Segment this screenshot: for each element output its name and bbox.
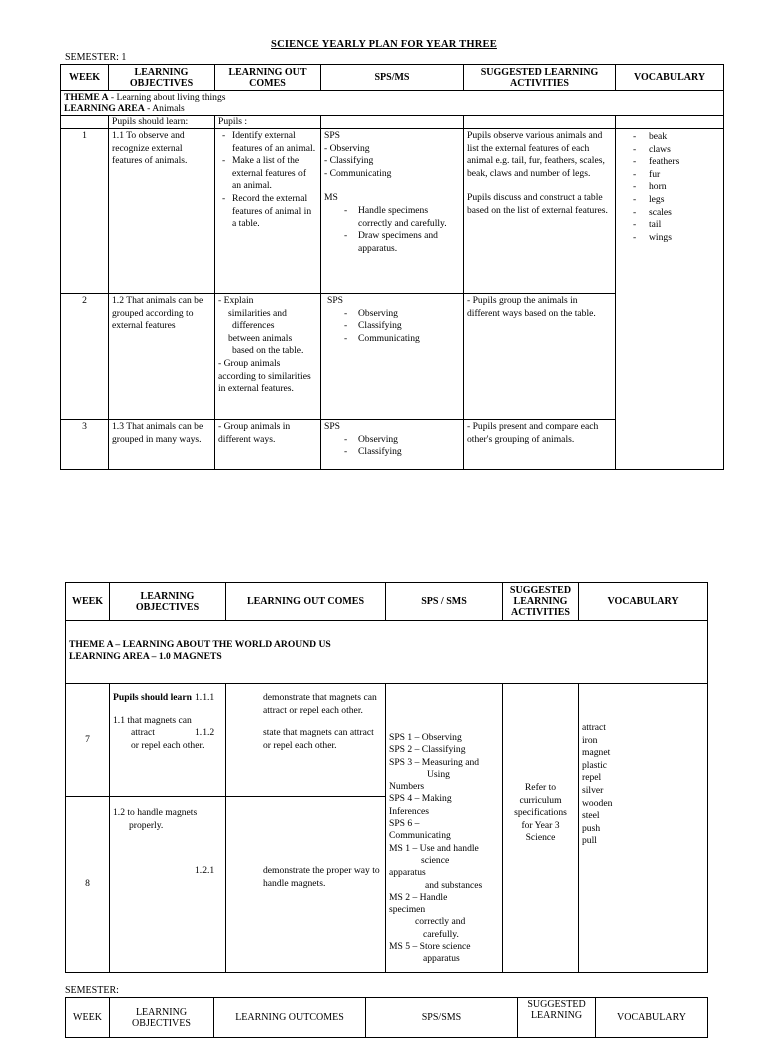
outcome-item: - Explain <box>218 295 254 306</box>
vocab-item: - wings <box>629 232 720 245</box>
sps-item: - Observing <box>324 142 370 154</box>
vocab-item: - feathers <box>629 156 720 169</box>
ms-label: MS <box>324 192 338 204</box>
vocab-item: pull <box>582 835 597 847</box>
sps-label: SPS <box>327 295 344 306</box>
header-outcomes: LEARNING OUT COMES <box>226 583 386 621</box>
ms-item: correctly and <box>415 916 466 928</box>
plan-table-2 <box>65 582 708 973</box>
week-number: 2 <box>61 294 109 420</box>
header-week: WEEK <box>66 583 110 621</box>
learning-outcomes <box>195 797 386 973</box>
header-vocabulary: VOCABULARY <box>596 998 708 1038</box>
activities-cell <box>464 420 616 470</box>
sps-item: - Observing <box>338 434 460 447</box>
learning-outcomes <box>215 420 321 470</box>
pupils-should-learn: Pupils should learn <box>113 692 192 703</box>
ms-item: MS 2 – Handle <box>389 891 448 903</box>
vocab-item: - tail <box>629 219 720 232</box>
header-outcomes: LEARNING OUTCOMES <box>214 998 366 1038</box>
sps-ms-cell <box>321 129 464 294</box>
header-sps-sms: SPS/SMS <box>366 998 518 1038</box>
learning-outcomes <box>195 684 386 797</box>
sps-item: Communicating <box>389 830 451 842</box>
activity-item: Pupils observe various animals and list the external features of each animal e.g. tail, fur, feathers, scales, beak, claws and number of legs. <box>467 130 605 179</box>
vocab-item: wooden <box>582 797 613 809</box>
blank-cell <box>61 116 109 129</box>
ms-item: science <box>421 854 450 866</box>
week-number: 7 <box>66 684 110 797</box>
sps-sms-cell <box>386 684 503 973</box>
vocab-item: iron <box>582 734 598 746</box>
learning-area-title: LEARNING AREA – 1.0 MAGNETS <box>69 651 222 662</box>
sps-label: SPS <box>324 421 341 432</box>
ms-item: carefully. <box>423 928 459 940</box>
header-activities: SUGGESTED LEARNING ACTIVITIES <box>503 583 579 621</box>
vocab-item: - scales <box>629 207 720 220</box>
vocab-item: - claws <box>629 144 720 157</box>
ms-item: apparatus <box>423 953 460 965</box>
ms-item: specimen <box>389 904 426 916</box>
learning-outcomes <box>215 294 321 420</box>
theme-title: THEME A – LEARNING ABOUT THE WORLD AROUND US <box>69 639 331 650</box>
sps-item: SPS 6 – <box>389 818 420 830</box>
activity-text: Refer to curriculum specifications for Year 3 Science <box>514 782 567 844</box>
sps-ms-cell <box>321 294 464 420</box>
activities-cell <box>503 684 579 973</box>
header-objectives: LEARNING OBJECTIVES <box>110 583 226 621</box>
header-week: WEEK <box>66 998 110 1038</box>
vocabulary-cell <box>616 129 724 470</box>
blank-cell <box>616 116 724 129</box>
vocab-item: plastic <box>582 759 608 771</box>
vocabulary-cell <box>579 684 708 973</box>
plan-table-1 <box>60 64 724 470</box>
ms-item: - Handle specimens correctly and carefully. <box>338 205 460 230</box>
header-activities: SUGGESTED LEARNING <box>518 998 596 1038</box>
week-number: 1 <box>61 129 109 294</box>
activity-item: - Pupils present and compare each other's grouping of animals. <box>467 421 599 445</box>
sps-item: - Communicating <box>324 167 392 179</box>
sps-ms-cell <box>321 420 464 470</box>
sps-item: Numbers <box>389 781 425 793</box>
ms-item: and substances <box>425 879 483 891</box>
learning-objective <box>110 797 226 973</box>
theme-row <box>66 621 708 684</box>
learning-objective: 1.3 That animals can be grouped in many ways. <box>109 420 215 470</box>
theme-text: - Learning about living things <box>108 92 226 103</box>
learning-area-text: - Animals <box>147 103 185 114</box>
learning-objective: 1.2 That animals can be grouped according to external features <box>109 294 215 420</box>
header-activities: SUGGESTED LEARNING ACTIVITIES <box>464 65 616 91</box>
outcome-item: - Make a list of the external features of an animal. <box>218 155 317 193</box>
outcome-item: - Identify external features of an animal. <box>218 130 317 155</box>
theme-row <box>61 91 724 116</box>
sps-item: SPS 3 – Measuring and <box>389 756 480 768</box>
vocab-item: - legs <box>629 194 720 207</box>
objective-text: 1.2 to handle magnets <box>113 807 198 818</box>
header-vocabulary: VOCABULARY <box>616 65 724 91</box>
ms-item: apparatus <box>389 867 426 879</box>
sps-item: - Classifying <box>338 320 460 333</box>
vocab-item: - beak <box>629 131 720 144</box>
theme-label: THEME A <box>64 92 109 103</box>
header-outcomes: LEARNING OUT COMES <box>215 65 321 91</box>
sps-item: - Observing <box>338 308 460 321</box>
objective-text: properly. <box>129 819 164 831</box>
vocab-item: - fur <box>629 169 720 182</box>
outcome-item: similarities and <box>228 307 287 319</box>
sps-item: - Classifying <box>324 155 374 167</box>
sps-item: SPS 4 – Making <box>389 793 452 805</box>
sps-item: - Classifying <box>338 446 460 459</box>
vocab-item: repel <box>582 772 602 784</box>
learning-area-label: LEARNING AREA <box>64 103 145 114</box>
outcome-item: 1.2.1 demonstrate the proper way to handle magnets. <box>195 865 380 889</box>
blank-cell <box>464 116 616 129</box>
week-number: 8 <box>66 797 110 973</box>
table-row <box>61 129 724 294</box>
pupils-label: Pupils : <box>215 116 321 129</box>
activities-cell <box>464 129 616 294</box>
objective-text: 1.1 that magnets can <box>113 714 192 726</box>
ms-item: - Draw specimens and apparatus. <box>338 230 460 255</box>
learning-outcomes <box>215 129 321 294</box>
activity-item: Pupils discuss and construct a table based on the list of external features. <box>467 192 608 216</box>
header-objectives: LEARNING OBJECTIVES <box>109 65 215 91</box>
outcome-item: - Record the external features of animal in a table. <box>218 193 317 231</box>
sps-item: SPS 1 – Observing <box>389 732 462 743</box>
vocab-item: attract <box>582 722 606 733</box>
activities-cell <box>464 294 616 420</box>
week-number: 3 <box>61 420 109 470</box>
objective-text: or repel each other. <box>131 739 205 751</box>
sps-item: - Communicating <box>338 333 460 346</box>
ms-item: MS 5 – Store science <box>389 941 471 953</box>
vocab-item: push <box>582 822 601 834</box>
semester-label: SEMESTER: <box>65 985 119 996</box>
outcome-item: based on the table. <box>232 345 304 357</box>
table-row <box>66 684 708 797</box>
outcome-item: 1.1.1 demonstrate that magnets can attract or repel each other. <box>195 692 377 716</box>
learning-objective: 1.1 To observe and recognize external features of animals. <box>109 129 215 294</box>
vocab-item: - horn <box>629 181 720 194</box>
header-objectives: LEARNING OBJECTIVES <box>110 998 214 1038</box>
document-title: SCIENCE YEARLY PLAN FOR YEAR THREE <box>271 39 497 50</box>
ms-item: MS 1 – Use and handle <box>389 842 479 854</box>
outcome-item: 1.1.2 state that magnets can attract or repel each other. <box>195 727 374 751</box>
outcome-item: between animals <box>228 332 293 344</box>
header-sps-sms: SPS / SMS <box>386 583 503 621</box>
vocab-item: steel <box>582 810 600 822</box>
sps-item: Inferences <box>389 805 429 817</box>
header-week: WEEK <box>61 65 109 91</box>
outcome-item: - Group animals in different ways. <box>218 421 291 445</box>
sps-item: Using <box>427 768 450 780</box>
pupils-should-learn: Pupils should learn: <box>109 116 215 129</box>
vocab-item: silver <box>582 784 604 796</box>
activity-item: - Pupils group the animals in different ways based on the table. <box>467 295 596 319</box>
outcome-item: - Group animals according to similarities in external features. <box>218 357 311 395</box>
vocab-item: magnet <box>582 747 611 759</box>
header-sps-ms: SPS/MS <box>321 65 464 91</box>
plan-table-3 <box>65 997 708 1038</box>
blank-cell <box>321 116 464 129</box>
outcome-item: differences <box>232 320 275 332</box>
semester-label: SEMESTER: 1 <box>65 52 127 63</box>
header-vocabulary: VOCABULARY <box>579 583 708 621</box>
objective-text: attract <box>131 727 155 739</box>
sps-label: SPS <box>324 130 341 141</box>
sps-item: SPS 2 – Classifying <box>389 744 466 756</box>
